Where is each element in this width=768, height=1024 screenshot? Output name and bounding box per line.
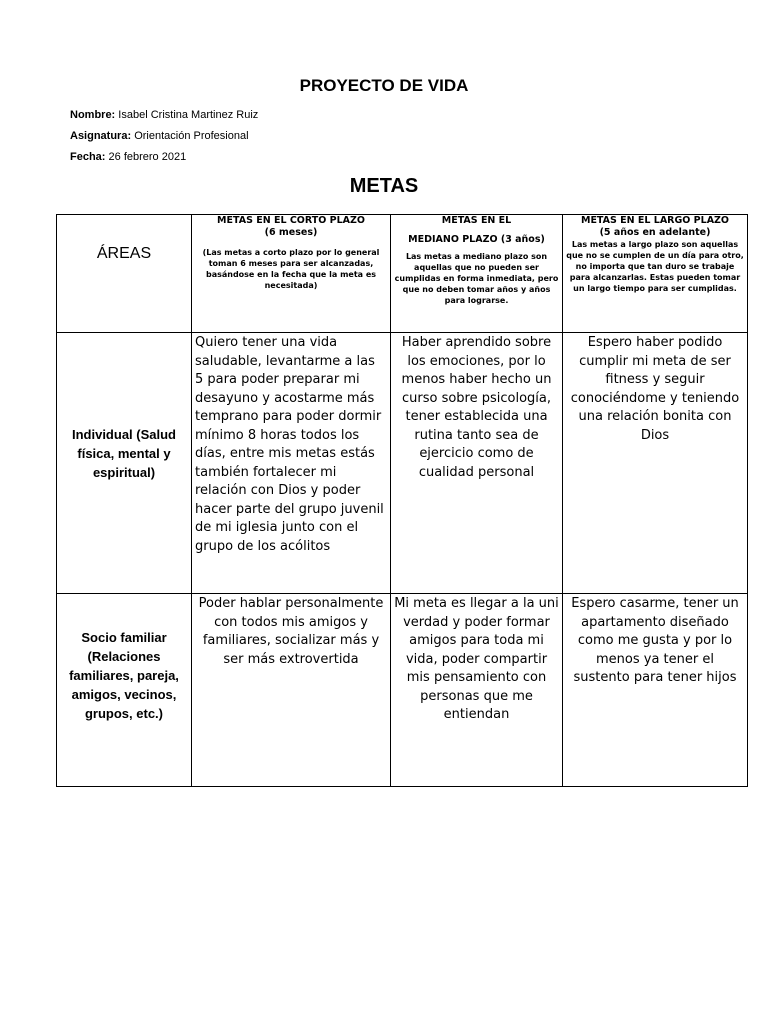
fecha-label: Fecha:	[70, 151, 106, 163]
table-row	[57, 333, 748, 594]
long-term-title: METAS EN EL LARGO PLAZO	[580, 215, 730, 226]
short-term-header	[192, 215, 391, 333]
short-term-title: METAS EN EL CORTO PLAZO	[217, 215, 365, 226]
asignatura-field	[70, 130, 249, 142]
long-term-description: Las metas a largo plazo son aquellas que no se cumplen de un día para otro, no importa que tan duro se trabaje para alcanzarlas. Estas pueden tomar un largo tiempo para ser cumplidas.	[566, 240, 744, 293]
area-socio-familiar: Socio familiar (Relaciones familiares, pareja, amigos, vecinos, grupos, etc.)	[57, 594, 192, 787]
short-term-period: (6 meses)	[264, 227, 318, 238]
area-individual: Individual (Salud física, mental y espiritual)	[57, 333, 192, 594]
individual-short-term: Quiero tener una vida saludable, levantarme a las 5 para poder preparar mi desayuno y acostarme más temprano para poder dormir mínimo 8 horas todos los días, entre mis metas estás también fortalecer mi relación con Dios y poder hacer parte del grupo juvenil de mi iglesia junto con el grupo de los acólitos	[192, 333, 391, 594]
socio-familiar-medium-term: Mi meta es llegar a la uni verdad y poder formar amigos para toda mi vida, poder compartir mis pensamiento con personas que me entiendan	[391, 594, 563, 787]
short-term-description: (Las metas a corto plazo por lo general toman 6 meses para ser alcanzadas, basándose en la fecha que la meta es necesitada)	[202, 248, 380, 290]
asignatura-value: Orientación Profesional	[134, 130, 249, 142]
nombre-label: Nombre:	[70, 109, 116, 121]
nombre-field	[70, 109, 258, 121]
medium-term-description: Las metas a mediano plazo son aquellas que no pueden ser cumplidas en forma inmediata, pero que no deben tomar años y años para lograrse.	[394, 252, 559, 305]
nombre-value: Isabel Cristina Martinez Ruiz	[118, 109, 259, 121]
page-title: PROYECTO DE VIDA	[299, 76, 469, 95]
areas-header: ÁREAS	[57, 215, 192, 333]
individual-medium-term: Haber aprendido sobre los emociones, por lo menos haber hecho un curso sobre psicología, tener establecida una rutina tanto sea de ejercicio como de cualidad personal	[391, 333, 563, 594]
medium-term-title: METAS EN EL	[441, 215, 512, 226]
table-row	[57, 594, 748, 787]
fecha-value: 26 febrero 2021	[108, 151, 187, 163]
medium-term-period: MEDIANO PLAZO (3 años)	[408, 234, 545, 245]
long-term-period: (5 años en adelante)	[599, 227, 711, 238]
fecha-field	[70, 151, 186, 163]
socio-familiar-short-term: Poder hablar personalmente con todos mis amigos y familiares, socializar más y ser más extrovertida	[192, 594, 391, 787]
table-header-row	[57, 215, 748, 333]
section-title: METAS	[349, 175, 419, 197]
medium-term-header	[391, 215, 563, 333]
socio-familiar-long-term: Espero casarme, tener un apartamento diseñado como me gusta y por lo menos ya tener el sustento para tener hijos	[563, 594, 748, 787]
long-term-header	[563, 215, 748, 333]
goals-table	[56, 214, 748, 787]
individual-long-term: Espero haber podido cumplir mi meta de ser fitness y seguir conociéndome y teniendo una relación bonita con Dios	[563, 333, 748, 594]
asignatura-label: Asignatura:	[70, 130, 132, 142]
